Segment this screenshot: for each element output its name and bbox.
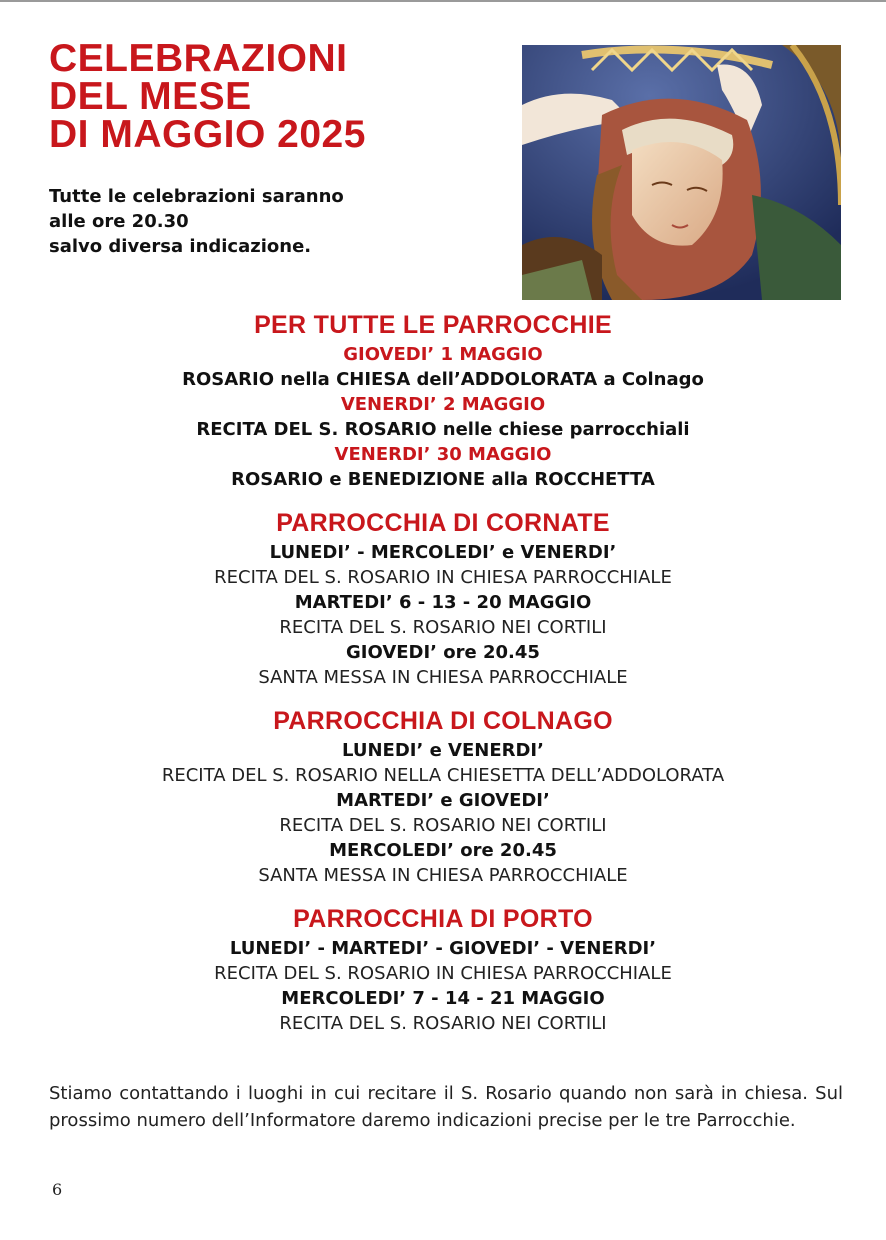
section-title: PARROCCHIA DI PORTO: [293, 905, 593, 933]
event-line: RECITA DEL S. ROSARIO IN CHIESA PARROCCHIALE: [214, 963, 672, 984]
schedule-line: LUNEDI’ - MERCOLEDI’ e VENERDI’: [269, 542, 617, 563]
event-line: RECITA DEL S. ROSARIO NEI CORTILI: [279, 815, 607, 836]
date-line: VENERDI’ 2 MAGGIO: [340, 394, 546, 415]
top-rule: [0, 0, 886, 2]
event-line: RECITA DEL S. ROSARIO NELLA CHIESETTA DELL’ADDOLORATA: [161, 765, 725, 786]
section-title: PARROCCHIA DI COLNAGO: [273, 707, 613, 735]
section-title: PER TUTTE LE PARROCCHIE: [254, 311, 612, 339]
event-line: RECITA DEL S. ROSARIO nelle chiese parrocchiali: [196, 419, 690, 440]
date-line: VENERDI’ 30 MAGGIO: [334, 444, 552, 465]
schedule-line: MERCOLEDI’ ore 20.45: [329, 840, 557, 861]
footer-note: Stiamo contattando i luoghi in cui recitare il S. Rosario quando non sarà in chiesa. Sul prossimo numero dell’Informatore daremo indicazioni precise per le tre Parrocchie.: [49, 1083, 843, 1131]
title-line-2: DEL MESE: [49, 75, 252, 118]
page-number: 6: [52, 1180, 63, 1199]
event-line: RECITA DEL S. ROSARIO NEI CORTILI: [279, 1013, 607, 1034]
event-line: ROSARIO nella CHIESA dell’ADDOLORATA a Colnago: [182, 369, 704, 390]
madonna-painting: [522, 45, 841, 300]
event-line: RECITA DEL S. ROSARIO NEI CORTILI: [279, 617, 607, 638]
schedule-line: GIOVEDI’ ore 20.45: [346, 642, 540, 663]
section-cornate: [0, 506, 886, 690]
intro-line-3: salvo diversa indicazione.: [49, 236, 312, 257]
schedule-line: LUNEDI’ e VENERDI’: [342, 740, 544, 761]
intro-line-2: alle ore 20.30: [49, 211, 189, 232]
section-colnago: [0, 704, 886, 888]
page-title: [49, 37, 366, 156]
event-line: SANTA MESSA IN CHIESA PARROCCHIALE: [258, 667, 628, 688]
section-title: PARROCCHIA DI CORNATE: [276, 509, 610, 537]
section-porto: [0, 902, 886, 1036]
date-line: GIOVEDI’ 1 MAGGIO: [343, 344, 543, 365]
intro-line-1: Tutte le celebrazioni saranno: [49, 186, 344, 207]
schedule-line: MARTEDI’ 6 - 13 - 20 MAGGIO: [294, 592, 592, 613]
event-line: ROSARIO e BENEDIZIONE alla ROCCHETTA: [231, 469, 655, 490]
intro-note: [49, 184, 344, 259]
title-line-3: DI MAGGIO 2025: [49, 113, 366, 156]
celebrations-list: [0, 308, 886, 1050]
schedule-line: LUNEDI’ - MARTEDI’ - GIOVEDI’ - VENERDI’: [229, 938, 657, 959]
title-line-1: CELEBRAZIONI: [49, 37, 348, 80]
section-all-parishes: [0, 308, 886, 492]
schedule-line: MERCOLEDI’ 7 - 14 - 21 MAGGIO: [281, 988, 605, 1009]
schedule-line: MARTEDI’ e GIOVEDI’: [336, 790, 550, 811]
event-line: RECITA DEL S. ROSARIO IN CHIESA PARROCCHIALE: [214, 567, 672, 588]
event-line: SANTA MESSA IN CHIESA PARROCCHIALE: [258, 865, 628, 886]
